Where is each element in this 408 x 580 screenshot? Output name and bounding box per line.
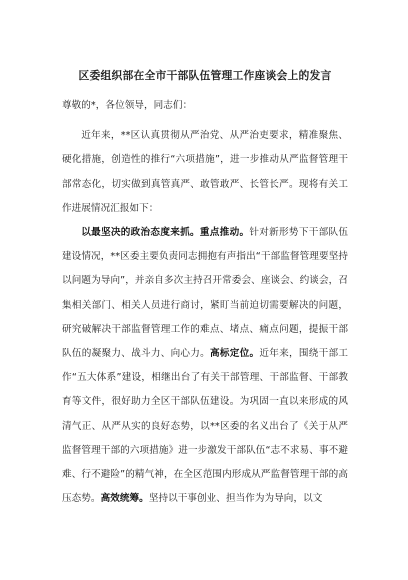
paragraph-intro: 近年来，**区认真贯彻从严治党、从严治吏要求，精准聚焦、硬化措施，创造性的推行“六项措施”，进一步推动从严监督管理干部常态化，切实做到真管真严、敢管敢严、长管长严。现将有关工作进展情况汇报如下： bbox=[62, 130, 348, 214]
section-heading: 以最坚决的政治态度来抓。 bbox=[81, 227, 200, 239]
subsection-heading-coordination: 高效统筹。 bbox=[100, 493, 149, 505]
paragraph-text: 近年来，围绕干部工作“五大体系”建设，相继出台了有关干部管理、干部监督、干部教育等文件，很好助力全区干部队伍建设。为巩固一直以来形成的风清气正、从严从实的良好态势，以**区委的名义出台了《关于从严监督管理干部的六项措施》进一步激发干部队伍“志不求易、事不避难、行不避险”的精气神，在全区范围内形成从严监督管理干部的高压态势。 bbox=[62, 348, 349, 505]
paragraph-text: 针对新形势下干部队伍建设情况，**区委主要负责同志拥抱有声指出“干部监督管理要坚持以问题为导向”，并亲自多次主持召开常委会、座谈会、约谈会，召集相关部门、相关人员进行商讨，紧盯当前迫切需要解决的问题，研究破解决干部监督管理工作的难点、堵点、痛点问题，提振干部队伍的凝聚力、战斗力、向心力。 bbox=[62, 227, 349, 360]
paragraph-text: 坚持以干事创业、担当作为为导向，以文 bbox=[148, 493, 323, 505]
document-body bbox=[62, 94, 348, 511]
paragraph-section-one bbox=[62, 221, 348, 511]
subsection-heading-focus: 重点推动。 bbox=[199, 227, 250, 239]
document-title: 区委组织部在全市干部队伍管理工作座谈会上的发言 bbox=[78, 69, 332, 82]
subsection-heading-positioning: 高标定位。 bbox=[210, 348, 260, 360]
salutation: 尊敬的*，各位领导，同志们： bbox=[62, 100, 193, 111]
